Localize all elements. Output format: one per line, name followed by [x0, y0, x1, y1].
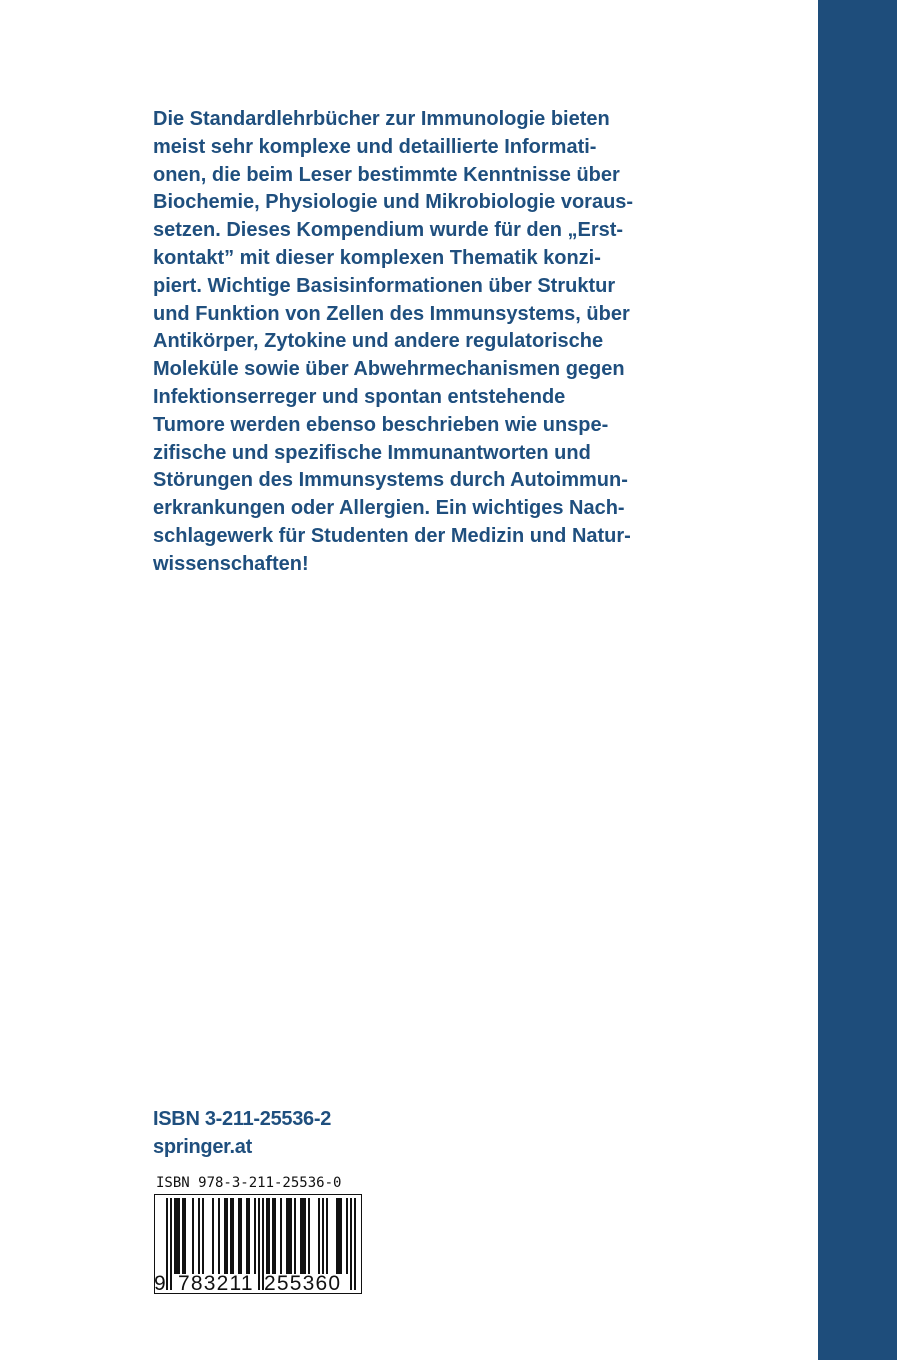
barcode-bar	[218, 1198, 220, 1274]
barcode-bar	[248, 1198, 250, 1274]
barcode-right-digits: 255360	[264, 1272, 342, 1295]
barcode-bar	[274, 1198, 276, 1274]
barcode-bar	[212, 1198, 214, 1274]
barcode-bar	[176, 1198, 178, 1274]
barcode-bar	[302, 1198, 304, 1274]
barcode-bar	[178, 1198, 180, 1274]
barcode-bar	[354, 1198, 356, 1290]
barcode-bar	[300, 1198, 302, 1274]
barcode-bar	[268, 1198, 270, 1274]
back-cover-blurb	[153, 106, 673, 579]
spine-band	[818, 0, 897, 1360]
barcode-bar	[202, 1198, 204, 1274]
barcode-bar	[346, 1198, 348, 1274]
barcode-bar	[246, 1198, 248, 1274]
blurb-line: kontakt” mit dieser komplexen Thematik konzi-	[153, 246, 601, 269]
barcode-bar	[224, 1198, 226, 1274]
barcode-bar	[258, 1198, 260, 1290]
blurb-line: schlagewerk für Studenten der Medizin und Natur-	[153, 524, 631, 547]
blurb-line: wissenschaften!	[153, 552, 309, 575]
barcode-bar	[226, 1198, 228, 1274]
blurb-line: meist sehr komplexe und detaillierte Informati-	[153, 135, 597, 158]
barcode-bar	[232, 1198, 234, 1274]
blurb-line: Störungen des Immunsystems durch Autoimmun-	[153, 469, 628, 492]
barcode-lead-digit: 9	[154, 1272, 166, 1295]
barcode-bar	[182, 1198, 184, 1274]
barcode-isbn-label: ISBN 978-3-211-25536-0	[156, 1175, 342, 1191]
blurb-line: Tumore werden ebenso beschrieben wie unspe-	[153, 413, 609, 436]
barcode-bar	[280, 1198, 282, 1274]
barcode-bar	[170, 1198, 172, 1290]
barcode-bar	[304, 1198, 306, 1274]
barcode-bar	[350, 1198, 352, 1290]
barcode-bar	[294, 1198, 296, 1274]
barcode-bar	[308, 1198, 310, 1274]
barcode-bar	[286, 1198, 288, 1274]
barcode-bar	[338, 1198, 340, 1274]
barcode-bar	[326, 1198, 328, 1274]
barcode-bar	[288, 1198, 290, 1274]
blurb-line: zifische und spezifische Immunantworten und	[153, 441, 591, 464]
blurb-line: Antikörper, Zytokine und andere regulatorische	[153, 330, 604, 353]
barcode-bar	[240, 1198, 242, 1274]
barcode-bar	[166, 1198, 168, 1290]
barcode-bar	[272, 1198, 274, 1274]
barcode-bar	[184, 1198, 186, 1274]
barcode-bar	[322, 1198, 324, 1274]
barcode-bar	[192, 1198, 194, 1274]
blurb-line: Infektionserreger und spontan entstehende	[153, 385, 566, 408]
blurb-line: Biochemie, Physiologie und Mikrobiologie voraus-	[153, 191, 634, 214]
blurb-line: Die Standardlehrbücher zur Immunologie bieten	[153, 108, 610, 130]
blurb-line: erkrankungen oder Allergien. Ein wichtiges Nach-	[153, 497, 625, 520]
barcode	[154, 1174, 364, 1298]
barcode-left-digits: 783211	[178, 1272, 254, 1295]
barcode-bar	[266, 1198, 268, 1274]
barcode-bar	[174, 1198, 176, 1274]
barcode-bar	[254, 1198, 256, 1274]
barcode-bar	[290, 1198, 292, 1274]
barcode-bar	[336, 1198, 338, 1274]
barcode-bar	[318, 1198, 320, 1274]
barcode-bar	[238, 1198, 240, 1274]
blurb-line: und Funktion von Zellen des Immunsystems, über	[153, 302, 630, 325]
blurb-line: Moleküle sowie über Abwehrmechanismen gegen	[153, 358, 625, 381]
barcode-bar	[198, 1198, 200, 1274]
publisher-url: springer.at	[153, 1136, 252, 1158]
isbn-text: ISBN 3-211-25536-2	[153, 1108, 332, 1130]
barcode-bar	[230, 1198, 232, 1274]
barcode-bar	[340, 1198, 342, 1274]
blurb-line: setzen. Dieses Kompendium wurde für den „Erst-	[153, 219, 624, 242]
blurb-line: piert. Wichtige Basisinformationen über Struktur	[153, 274, 616, 297]
blurb-line: onen, die beim Leser bestimmte Kenntnisse über	[153, 163, 620, 186]
